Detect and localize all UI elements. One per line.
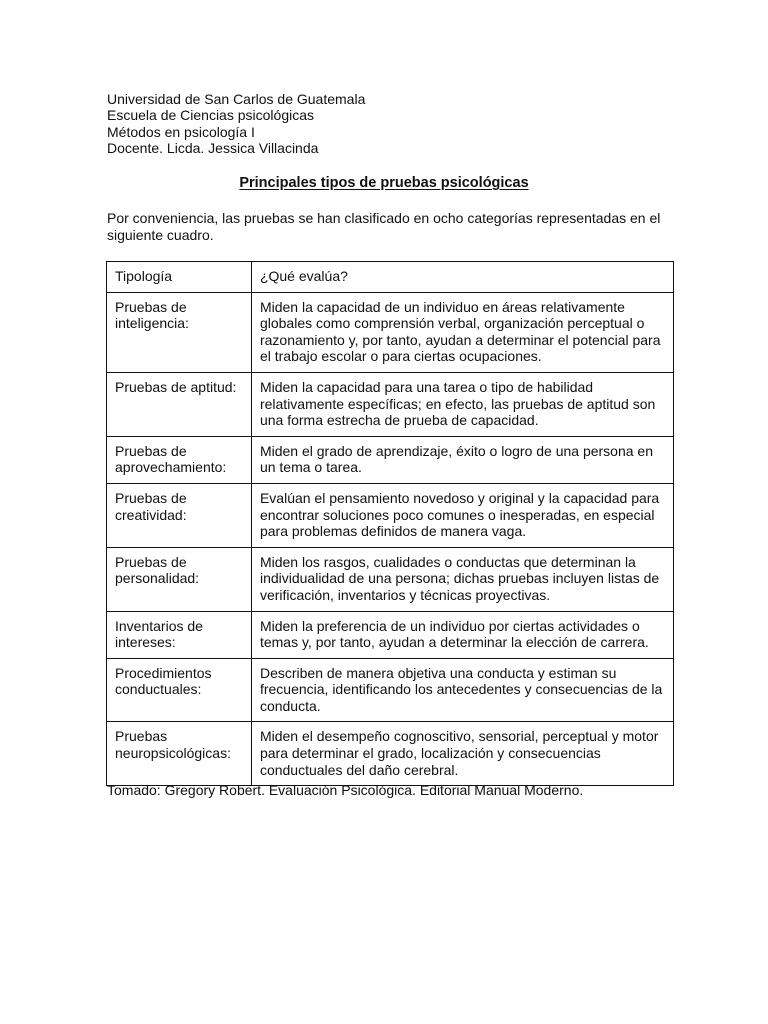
row-description-cell: Miden el grado de aprendizaje, éxito o logro de una persona en un tema o tarea. [251,436,673,483]
row-description-cell: Miden la capacidad de un individuo en áreas relativamente globales como comprensión verbal, organización perceptual o razonamiento y, por tanto, ayudan a determinar el potencial para el trabajo escolar o para ciertas ocupaciones. [251,292,673,372]
row-description-cell: Miden el desempeño cognoscitivo, sensorial, perceptual y motor para determinar el grado, localización y consecuencias conductuales del daño cerebral. [251,722,673,786]
table-header-row [107,262,674,293]
row-type-cell: Pruebas de creatividad: [107,483,252,547]
header-cell-typology: Tipología [107,262,252,293]
table-row [107,658,674,722]
table-row [107,483,674,547]
table-row [107,436,674,483]
table-row [107,611,674,658]
table-row [107,722,674,786]
row-type-cell: Pruebas de inteligencia: [107,292,252,372]
intro-paragraph: Por conveniencia, las pruebas se han clasificado en ocho categorías representadas en el siguiente cuadro. [107,210,661,243]
header-course: Métodos en psicología I [107,123,255,140]
header-university: Universidad de San Carlos de Guatemala [107,91,366,107]
row-type-cell: Pruebas de aptitud: [107,372,252,436]
source-citation: Tomado: Gregory Robert. Evaluación Psicológica. Editorial Manual Moderno. [107,782,584,798]
table-row [107,372,674,436]
row-description-cell: Miden la preferencia de un individuo por ciertas actividades o temas y, por tanto, ayudan a determinar la elección de carrera. [251,611,673,658]
document-title: Principales tipos de pruebas psicológicas [239,175,529,191]
row-description-cell: Miden la capacidad para una tarea o tipo de habilidad relativamente específicas; en efecto, las pruebas de aptitud son una forma estrecha de prueba de capacidad. [251,372,673,436]
header-teacher: Docente. Licda. Jessica Villacinda [107,139,319,156]
row-description-cell: Miden los rasgos, cualidades o conductas que determinan la individualidad de una persona; dichas pruebas incluyen listas de verificación, inventarios y técnicas proyectivas. [251,547,673,611]
row-type-cell: Pruebas de personalidad: [107,547,252,611]
row-type-cell: Pruebas neuropsicológicas: [107,722,252,786]
header-school: Escuela de Ciencias psicológicas [107,107,314,124]
table-row [107,547,674,611]
table-row [107,292,674,372]
row-description-cell: Describen de manera objetiva una conducta y estiman su frecuencia, identificando los antecedentes y consecuencias de la conducta. [251,658,673,722]
test-types-table [106,261,674,786]
row-type-cell: Pruebas de aprovechamiento: [107,436,252,483]
document-header [107,91,365,156]
row-type-cell: Inventarios de intereses: [107,611,252,658]
row-description-cell: Evalúan el pensamiento novedoso y original y la capacidad para encontrar soluciones poco comunes o inesperadas, en especial para problemas definidos de manera vaga. [251,483,673,547]
header-cell-evaluates: ¿Qué evalúa? [251,262,673,293]
row-type-cell: Procedimientos conductuales: [107,658,252,722]
